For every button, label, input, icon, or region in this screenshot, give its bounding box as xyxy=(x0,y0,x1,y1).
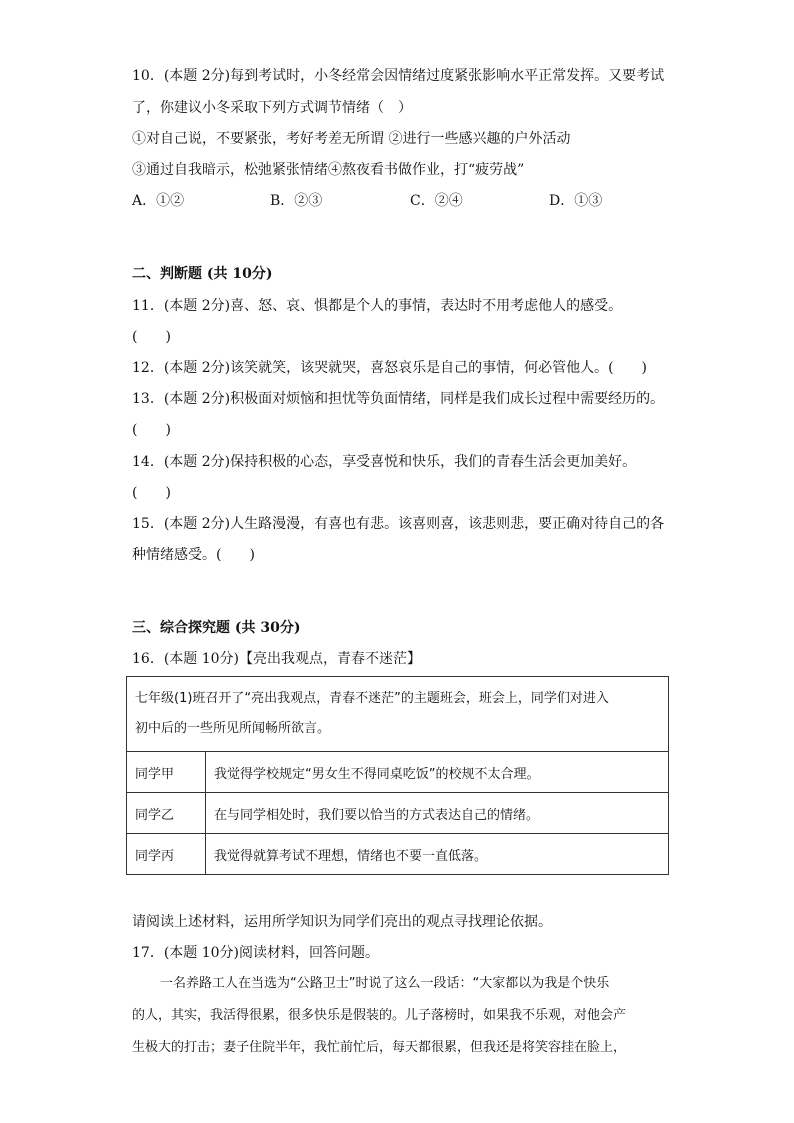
student-name: 同学甲 xyxy=(127,752,206,793)
q17-title: 17．(本题 10分)阅读材料，回答问题。 xyxy=(132,945,380,961)
q13-answer-paren: ( ) xyxy=(132,422,171,438)
student-statement: 在与同学相处时，我们要以恰当的方式表达自己的情绪。 xyxy=(206,793,669,834)
q10-option-c: C．②④ xyxy=(410,193,463,209)
section-3-heading: 三、综合探究题 (共 30分) xyxy=(132,620,301,636)
q10-option-a: A．①② xyxy=(132,193,185,209)
q16-title: 16．(本题 10分)【亮出我观点，青春不迷茫】 xyxy=(132,651,422,667)
table-intro-line-1: 七年级(1)班召开了“亮出我观点，青春不迷茫”的主题班会，班会上，同学们对进入 xyxy=(135,691,609,706)
q11-answer-paren: ( ) xyxy=(132,329,171,345)
q15-line-2: 种情绪感受。( ) xyxy=(132,547,255,563)
student-statement: 我觉得学校规定“男女生不得同桌吃饭”的校规不太合理。 xyxy=(206,752,669,793)
table-row xyxy=(127,834,669,875)
student-statement: 我觉得就算考试不理想，情绪也不要一直低落。 xyxy=(206,834,669,875)
table-row xyxy=(127,752,669,793)
q10-option-d: D．①③ xyxy=(549,193,603,209)
table-intro-line-2: 初中后的一些所见所闻畅所欲言。 xyxy=(135,721,331,736)
student-name: 同学丙 xyxy=(127,834,206,875)
q14-answer-paren: ( ) xyxy=(132,485,171,501)
table-row xyxy=(127,677,669,752)
table-row xyxy=(127,793,669,834)
q17-material-line-3: 生极大的打击；妻子住院半年，我忙前忙后，每天都很累，但我还是将笑容挂在脸上， xyxy=(132,1040,627,1055)
q15-line-1: 15．(本题 2分)人生路漫漫，有喜也有悲。该喜则喜，该悲则悲，要正确对待自己的各 xyxy=(132,516,665,532)
section-2-heading: 二、判断题 (共 10分) xyxy=(132,266,273,282)
q16-prompt: 请阅读上述材料，运用所学知识为同学们亮出的观点寻找理论依据。 xyxy=(132,914,552,930)
q13-text: 13．(本题 2分)积极面对烦恼和担忧等负面情绪，同样是我们成长过程中需要经历的。 xyxy=(132,391,665,407)
q16-material-table xyxy=(126,676,669,875)
q10-statement-1-2: ①对自己说，不要紧张，考好考差无所谓 ②进行一些感兴趣的户外活动 xyxy=(132,131,571,147)
q10-line-2: 了，你建议小冬采取下列方式调节情绪（ ） xyxy=(132,100,412,116)
q12-text: 12．(本题 2分)该笑就笑，该哭就哭，喜怒哀乐是自己的事情，何必管他人。( ) xyxy=(132,360,648,376)
student-name: 同学乙 xyxy=(127,793,206,834)
q10-line-1: 10．(本题 2分)每到考试时，小冬经常会因情绪过度紧张影响水平正常发挥。又要考试 xyxy=(132,68,665,84)
table-intro-cell xyxy=(127,677,669,752)
q17-material-line-1: 一名养路工人在当选为“公路卫士”时说了这么一段话：“大家都以为我是个快乐 xyxy=(160,976,610,991)
q14-text: 14．(本题 2分)保持积极的心态，享受喜悦和快乐，我们的青春生活会更加美好。 xyxy=(132,454,637,470)
q10-option-b: B．②③ xyxy=(270,193,323,209)
q17-material-line-2: 的人，其实，我活得很累，很多快乐是假装的。儿子落榜时，如果我不乐观，对他会产 xyxy=(132,1008,627,1023)
q11-text: 11．(本题 2分)喜、怒、哀、惧都是个人的事情，表达时不用考虑他人的感受。 xyxy=(132,298,623,314)
q10-statement-3-4: ③通过自我暗示，松弛紧张情绪④熬夜看书做作业，打“疲劳战” xyxy=(132,162,525,178)
